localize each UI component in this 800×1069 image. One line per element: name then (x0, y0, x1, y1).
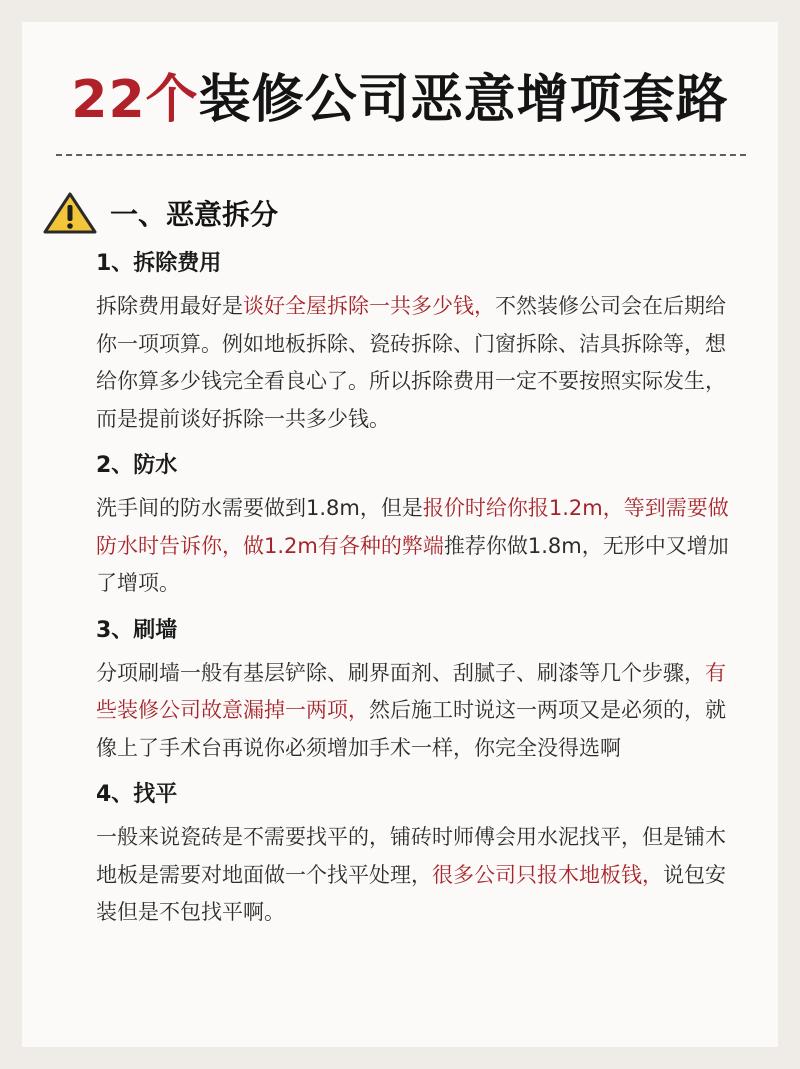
dashed-divider (56, 154, 746, 156)
paragraph-text: 推荐你做1.8m，无形中又增加了增项。 (96, 533, 729, 595)
paragraph-text: 分项刷墙一般有基层铲除、刷界面剂、刮腻子、刷漆等几个步骤， (96, 660, 705, 685)
article-content (96, 244, 736, 940)
highlight-text: 谈好全屋拆除一共多少钱， (243, 294, 495, 318)
item-heading: 2、防水 (96, 453, 178, 478)
item-paragraph (96, 490, 736, 603)
item-paragraph (96, 819, 736, 932)
item-heading: 1、拆除费用 (96, 251, 222, 276)
highlight-text: 有些装修公司故意漏掉一两项， (96, 660, 726, 722)
title-text: 装修公司恶意增项套路 (198, 70, 729, 130)
paragraph-text: 拆除费用最好是 (96, 294, 243, 318)
section-title: 一、恶意拆分 (110, 198, 279, 231)
paragraph-text: 说包安装但是不包找平啊。 (96, 862, 726, 924)
warning-icon (42, 191, 98, 235)
title-number: 22个 (71, 70, 199, 130)
paragraph-text: 洗手间的防水需要做到1.8m，但是 (96, 496, 423, 520)
paragraph-text: 一般来说瓷砖是不需要找平的，铺砖时师傅会用水泥找平，但是铺木地板是需要对地面做一个找平处理， (96, 825, 726, 887)
paragraph-text: 然后施工时说这一两项又是必须的，就像上了手术台再说你必须增加手术一样，你完全没得选啊 (96, 698, 726, 760)
item-heading: 4、找平 (96, 782, 178, 807)
item-paragraph (96, 655, 736, 768)
item-heading: 3、刷墙 (96, 617, 178, 643)
highlight-text: 报价时给你报1.2m，等到需要做防水时告诉你，做1.2m有各种的弊端 (96, 496, 729, 558)
article-card (22, 22, 778, 1047)
item-paragraph (96, 288, 736, 438)
section-header (42, 190, 278, 236)
paragraph-text: 不然装修公司会在后期给你一项项算。例如地板拆除、瓷砖拆除、门窗拆除、洁具拆除等，想给你算多少钱完全看良心了。所以拆除费用一定不要按照实际发生，而是提前谈好拆除一共多少钱。 (96, 294, 726, 431)
highlight-text: 很多公司只报木地板钱， (432, 862, 663, 887)
page-title (22, 68, 778, 132)
